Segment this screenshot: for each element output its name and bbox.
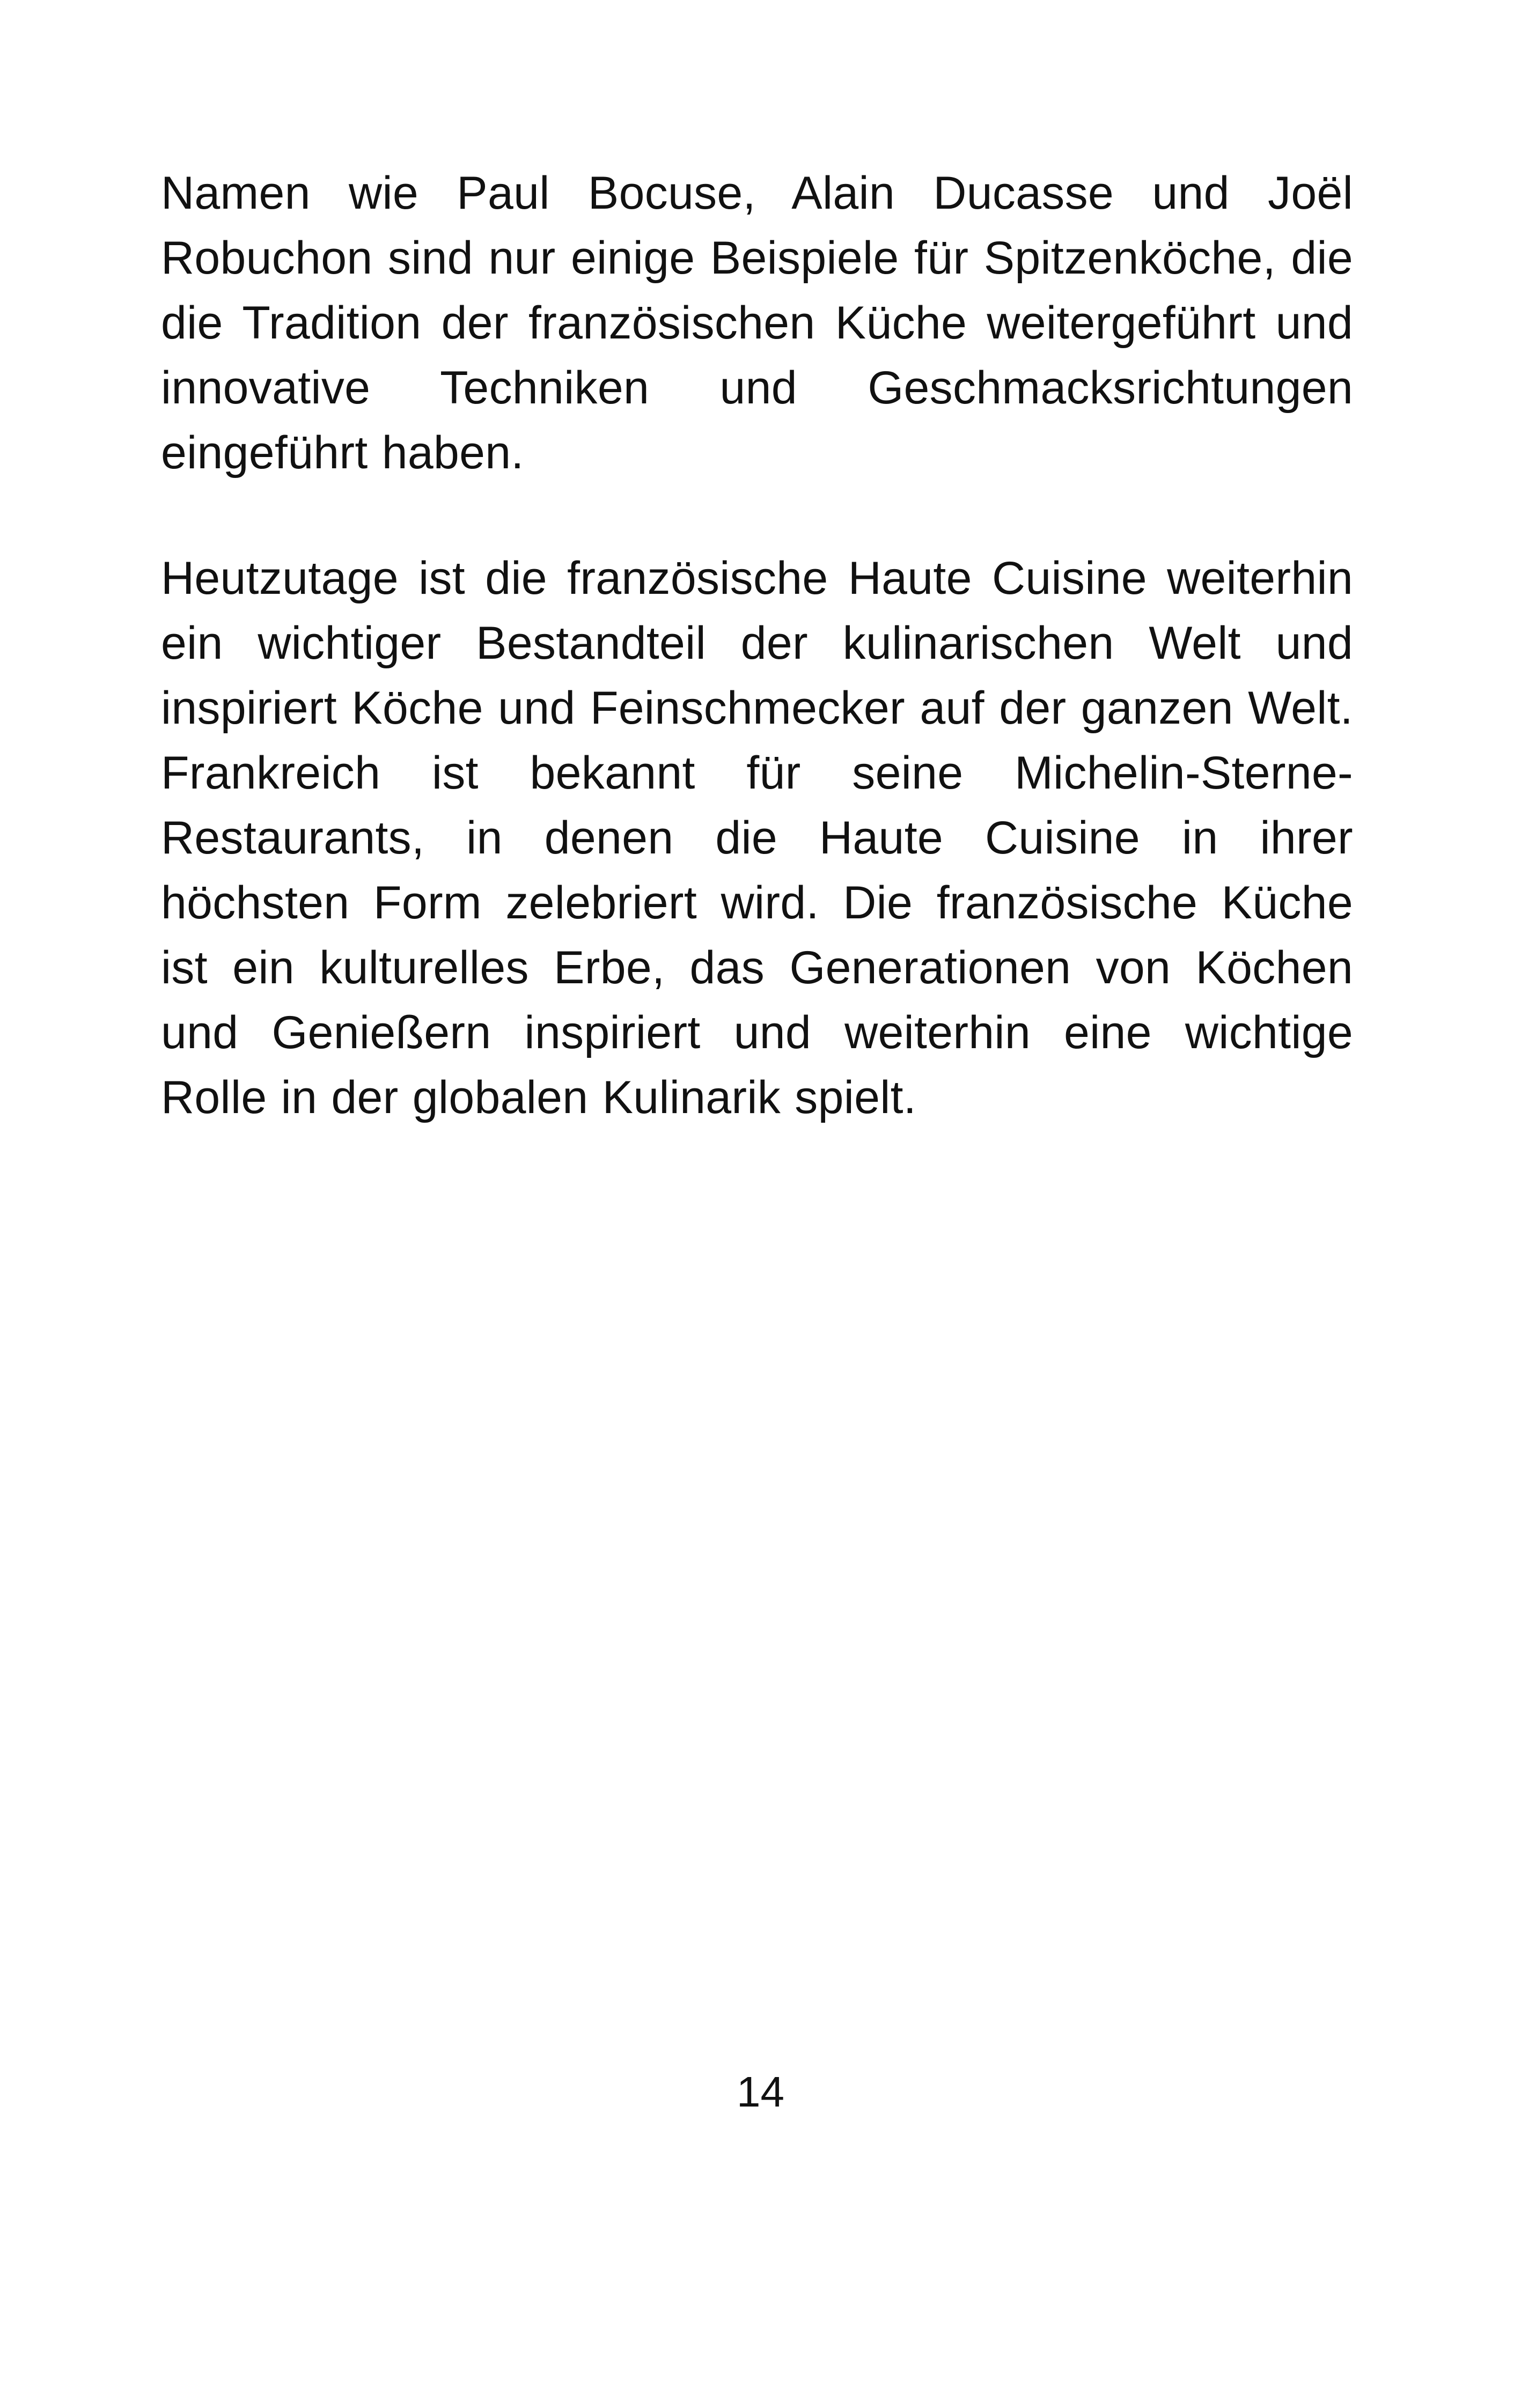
page-number: 14 — [737, 2068, 784, 2116]
paragraph-haute-cuisine: Heutzutage ist die französische Haute Cuisine weiterhin ein wichtiger Bestandteil der kulinarischen Welt und inspiriert Köche und Feinschmecker auf der ganzen Welt. Frankreich ist bekannt für seine Michelin-Sterne-Restaurants, in denen die Haute Cuisine in ihrer höchsten Form zelebriert wird. Die französische Küche ist ein kulturelles Erbe, das Generationen von Köchen und Genießern inspiriert und weiterhin eine wichtige Rolle in der globalen Kulinarik spielt. — [161, 553, 1353, 1123]
body-text — [161, 161, 1353, 1130]
paragraph-chefs: Namen wie Paul Bocuse, Alain Ducasse und Joël Robuchon sind nur einige Beispiele für Spitzenköche, die die Tradition der französischen Küche weitergeführt und innovative Techniken und Geschmacksrichtungen eingeführt haben. — [161, 167, 1353, 478]
